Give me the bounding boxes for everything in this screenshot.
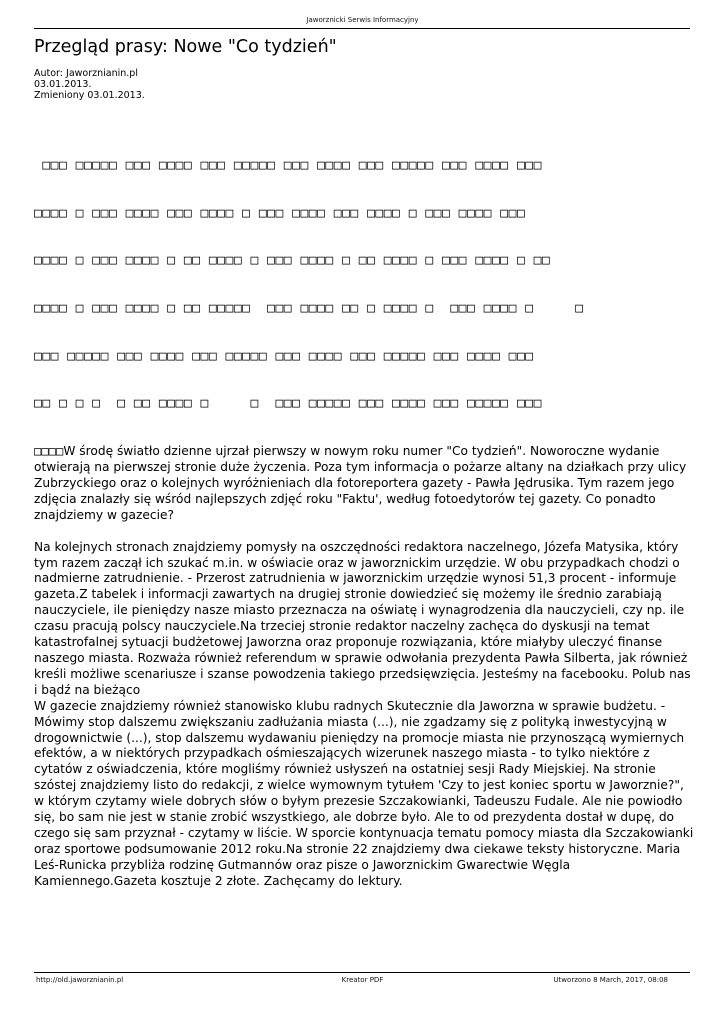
article-title: Przegląd prasy: Nowe "Co tydzień" bbox=[34, 37, 337, 57]
article-modified: Zmieniony 03.01.2013. bbox=[34, 90, 145, 101]
garbled-line: □□□ □□□□□ □□□ □□□□ □□□ □□□□□ □□□ □□□□ □□□ □□□□□ □□□ □□□□ □□□ bbox=[34, 157, 542, 173]
header-divider bbox=[34, 28, 690, 29]
article-meta bbox=[34, 68, 434, 101]
garbled-line: □□□ □□□□□ □□□ □□□□ □□□ □□□□□ □□□ □□□□ □□□ □□□□□ □□□ □□□□ □□□ bbox=[34, 348, 534, 364]
article-author: Autor: Jaworznianin.pl bbox=[34, 68, 138, 79]
article-body bbox=[34, 126, 694, 890]
garbled-lead: □□□□ bbox=[34, 444, 64, 459]
site-header: Jaworznicki Serwis Informacyjny bbox=[306, 16, 419, 24]
garbled-line: □□□□ □ □□□ □□□□ □□□ □□□□ □ □□□ □□□□ □□□ □□□□ □ □□□ □□□□ □□□ bbox=[34, 205, 526, 221]
garbled-line: □□□□ □ □□□ □□□□ □ □□ □□□□□ □□□ □□□□ □□ □ □□□□ □ □□□ □□□□ □ □ bbox=[34, 300, 584, 316]
paragraph-1 bbox=[34, 444, 694, 524]
garbled-line: □□ □ □ □ □ □□ □□□□ □ □ □□□ □□□□□ □□□ □□□□ □□□ □□□□□ □□□ bbox=[34, 396, 542, 412]
paragraph-2: Na kolejnych stronach znajdziemy pomysły na oszczędności redaktora naczelnego, Józefa Matysika, który tym razem zaczął ich szukać m.in. w oświacie oraz w jaworznickim urzędzie. W obu przypadkach chodzi o nadmierne zatrudnienie. - Przerost zatrudnienia w jaworznickim urzędzie wynosi 51,3 procent - informuje gazeta.Z tabelek i informacji zawartych na drugiej stronie dowiedzieć się możemy ile średnio zarabiają nauczyciele, ile pieniędzy nasze miasto przeznacza na oświatę i wynagrodzenia dla nauczycieli, czy np. ile czasu pracują polscy nauczyciele.Na trzeciej stronie redaktor naczelny zachęca do dyskusji na temat katastrofalnej sytuacji budżetowej Jaworzna oraz proponuje rozwiązania, które miałyby uleczyć finanse naszego miasta. Rozważa również referendum w sprawie odwołania prezydenta Pawła Silberta, jak również kreśli możliwe scenariusze i szanse powodzenia takiego przedsięwzięcia. Jesteśmy na facebooku. Polub nas i bądź na bieżąco bbox=[34, 539, 691, 697]
footer-divider bbox=[34, 972, 690, 973]
paragraph-3: W gazecie znajdziemy również stanowisko klubu radnych Skutecznie dla Jaworzna w sprawie budżetu. - Mówimy stop dalszemu zwiększaniu zadłużania miasta (...), nie zgadzamy się z polityką inwestycyjną w drogownictwie (...), stop dalszemu wydawaniu pieniędzy na promocje miasta nie przynoszącą wymiernych efektów, a w niektórych przypadkach ośmieszających wizerunek naszego miasta - to tylko niektóre z cytatów z oświadczenia, które mogliśmy również usłyszeń na ostatniej sesji Rady Miejskiej. Na stronie szóstej znajdziemy listo do redakcji, z wielce wymownym tytułem 'Czy to jest koniec sportu w Jaworznie?", w którym czytamy wiele dobrych słów o byłym prezesie Szczakowianki, Tadeuszu Fudale. Ale nie powiodło się, bo sam nie jest w stanie zrobić wszystkiego, ale dobrze było. Ale to od prezydenta dostał w dupę, do czego się sam przyznał - czytamy w liście. W sporcie kontynuacja tematu pomocy miasta dla Szczakowianki oraz sportowe podsumowanie 2012 roku.Na stronie 22 znajdziemy dwa ciekawe teksty historyczne. Maria Leś-Runicka przybliża rodzinę Gutmannów oraz pisze o Jaworznickim Gwarectwie Węgla Kamiennego.Gazeta kosztuje 2 złote. Zachęcamy do lektury. bbox=[34, 698, 694, 888]
garbled-line: □□□□ □ □□□ □□□□ □ □□ □□□□ □ □□□ □□□□ □ □□ □□□□ □ □□□ □□□□ □ □□ bbox=[34, 253, 551, 269]
footer-url: http://old.jaworznianin.pl bbox=[36, 976, 124, 984]
paragraph-1-text: W środę światło dzienne ujrzał pierwszy w nowym roku numer "Co tydzień". Noworoczne wydanie otwierają na pierwszej stronie duże życzenia. Poza tym informacja o pożarze altany na działkach przy ulicy Zubrzyckiego oraz o kolejnych wyróżnieniach dla fotoreportera gazety - Pawła Jędrusika. Tym razem jego zdjęcia znalazły się wśród najlepszych zdjęć roku "Faktu', według fotoedytorów tej gazety. Co ponadto znajdziemy w gazecie? bbox=[34, 444, 687, 522]
paragraph-gap bbox=[34, 524, 694, 540]
footer-created: Utworzono 8 March, 2017, 08:08 bbox=[553, 976, 668, 984]
garbled-text-block bbox=[34, 126, 694, 444]
article-date: 03.01.2013. bbox=[34, 79, 92, 90]
footer-generator: Kreator PDF bbox=[341, 976, 384, 984]
